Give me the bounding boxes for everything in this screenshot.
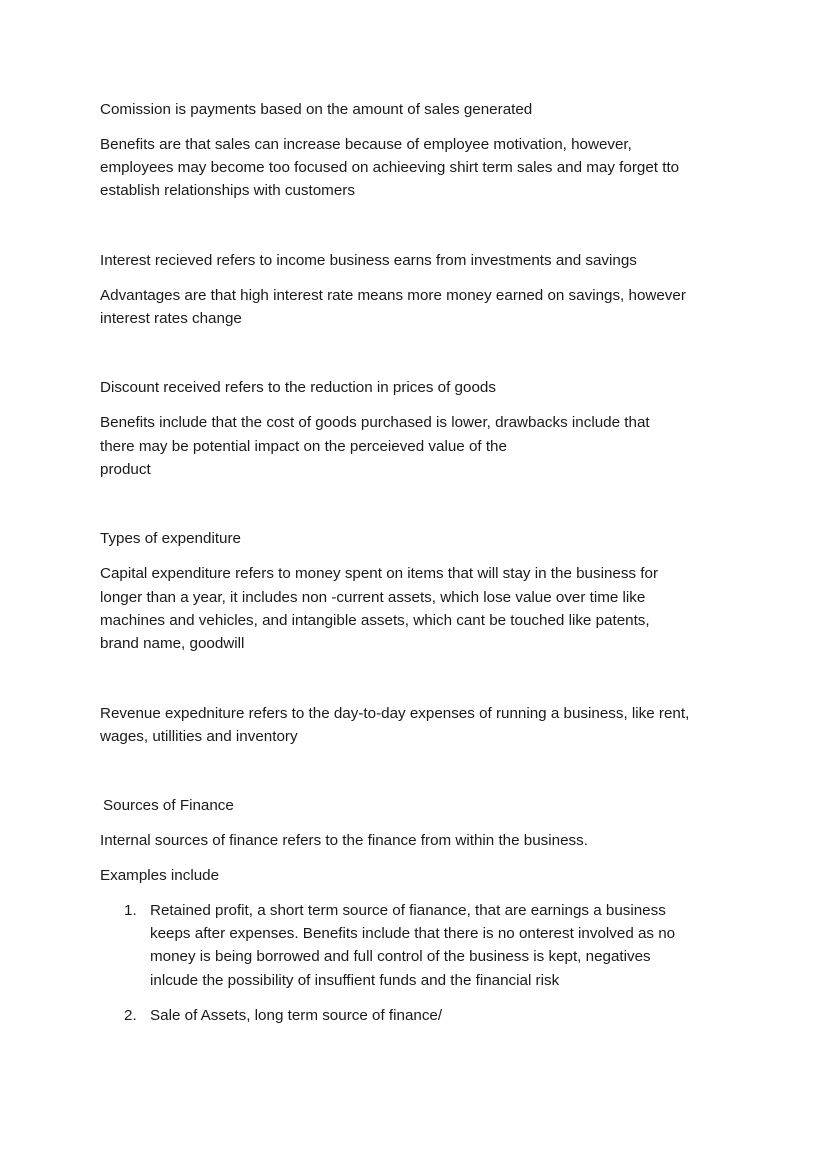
text-line: keeps after expenses. Benefits include that there is no onterest involved as no bbox=[150, 925, 676, 943]
text-line: interest rates change bbox=[100, 310, 242, 328]
text-line: wages, utillities and inventory bbox=[100, 727, 298, 745]
text-line: machines and vehicles, and intangible assets, which cant be touched like patents, bbox=[100, 611, 650, 629]
text-line: establish relationships with customers bbox=[100, 182, 355, 200]
spacer bbox=[100, 342, 730, 377]
text-line: Capital expenditure refers to money spent on items that will stay in the business for bbox=[100, 565, 658, 583]
interest-heading: Interest recieved refers to income business earns from investments and savings bbox=[100, 251, 637, 269]
commission-heading: Comission is payments based on the amount of sales generated bbox=[100, 101, 533, 118]
examples-label: Examples include bbox=[100, 866, 220, 884]
text-line: money is being borrowed and full control of the business is kept, negatives bbox=[150, 948, 651, 966]
text-line: Sale of Assets, long term source of finance/ bbox=[150, 1006, 443, 1024]
spacer bbox=[100, 760, 730, 795]
capital-expenditure-paragraph bbox=[100, 562, 730, 655]
text-line: product bbox=[100, 460, 151, 478]
text-line: Advantages are that high interest rate means more money earned on savings, however bbox=[100, 286, 686, 304]
spacer bbox=[100, 667, 730, 702]
text-line: Revenue expedniture refers to the day-to-day expenses of running a business, like rent, bbox=[100, 704, 690, 722]
text-line: longer than a year, it includes non -current assets, which lose value over time like bbox=[100, 588, 646, 606]
text-line: brand name, goodwill bbox=[100, 635, 245, 653]
commission-paragraph bbox=[100, 133, 730, 203]
finance-heading: Sources of Finance bbox=[103, 797, 234, 815]
internal-finance-paragraph: Internal sources of finance refers to the finance from within the business. bbox=[100, 832, 588, 850]
text-line: inlcude the possibility of insuffient funds and the financial risk bbox=[150, 971, 560, 989]
finance-examples-list bbox=[100, 899, 730, 1027]
text-line: employees may become too focused on achieeving shirt term sales and may forget tto bbox=[100, 159, 680, 177]
list-number: 1. bbox=[124, 901, 137, 919]
text-line: there may be potential impact on the perceieved value of the bbox=[100, 437, 507, 455]
text-line: Retained profit, a short term source of fianance, that are earnings a business bbox=[150, 901, 666, 919]
text-line: Benefits are that sales can increase because of employee motivation, however, bbox=[100, 135, 632, 153]
discount-paragraph bbox=[100, 411, 730, 481]
discount-heading: Discount received refers to the reduction in prices of goods bbox=[100, 379, 496, 397]
spacer bbox=[100, 214, 730, 249]
list-number: 2. bbox=[124, 1006, 137, 1024]
document-body bbox=[100, 98, 730, 1039]
list-item bbox=[124, 1004, 730, 1027]
expenditure-heading: Types of expenditure bbox=[100, 530, 241, 548]
text-line: Benefits include that the cost of goods purchased is lower, drawbacks include that bbox=[100, 414, 650, 432]
list-item bbox=[124, 899, 730, 992]
spacer bbox=[100, 493, 730, 528]
interest-paragraph bbox=[100, 284, 730, 331]
revenue-expenditure-paragraph bbox=[100, 702, 730, 749]
